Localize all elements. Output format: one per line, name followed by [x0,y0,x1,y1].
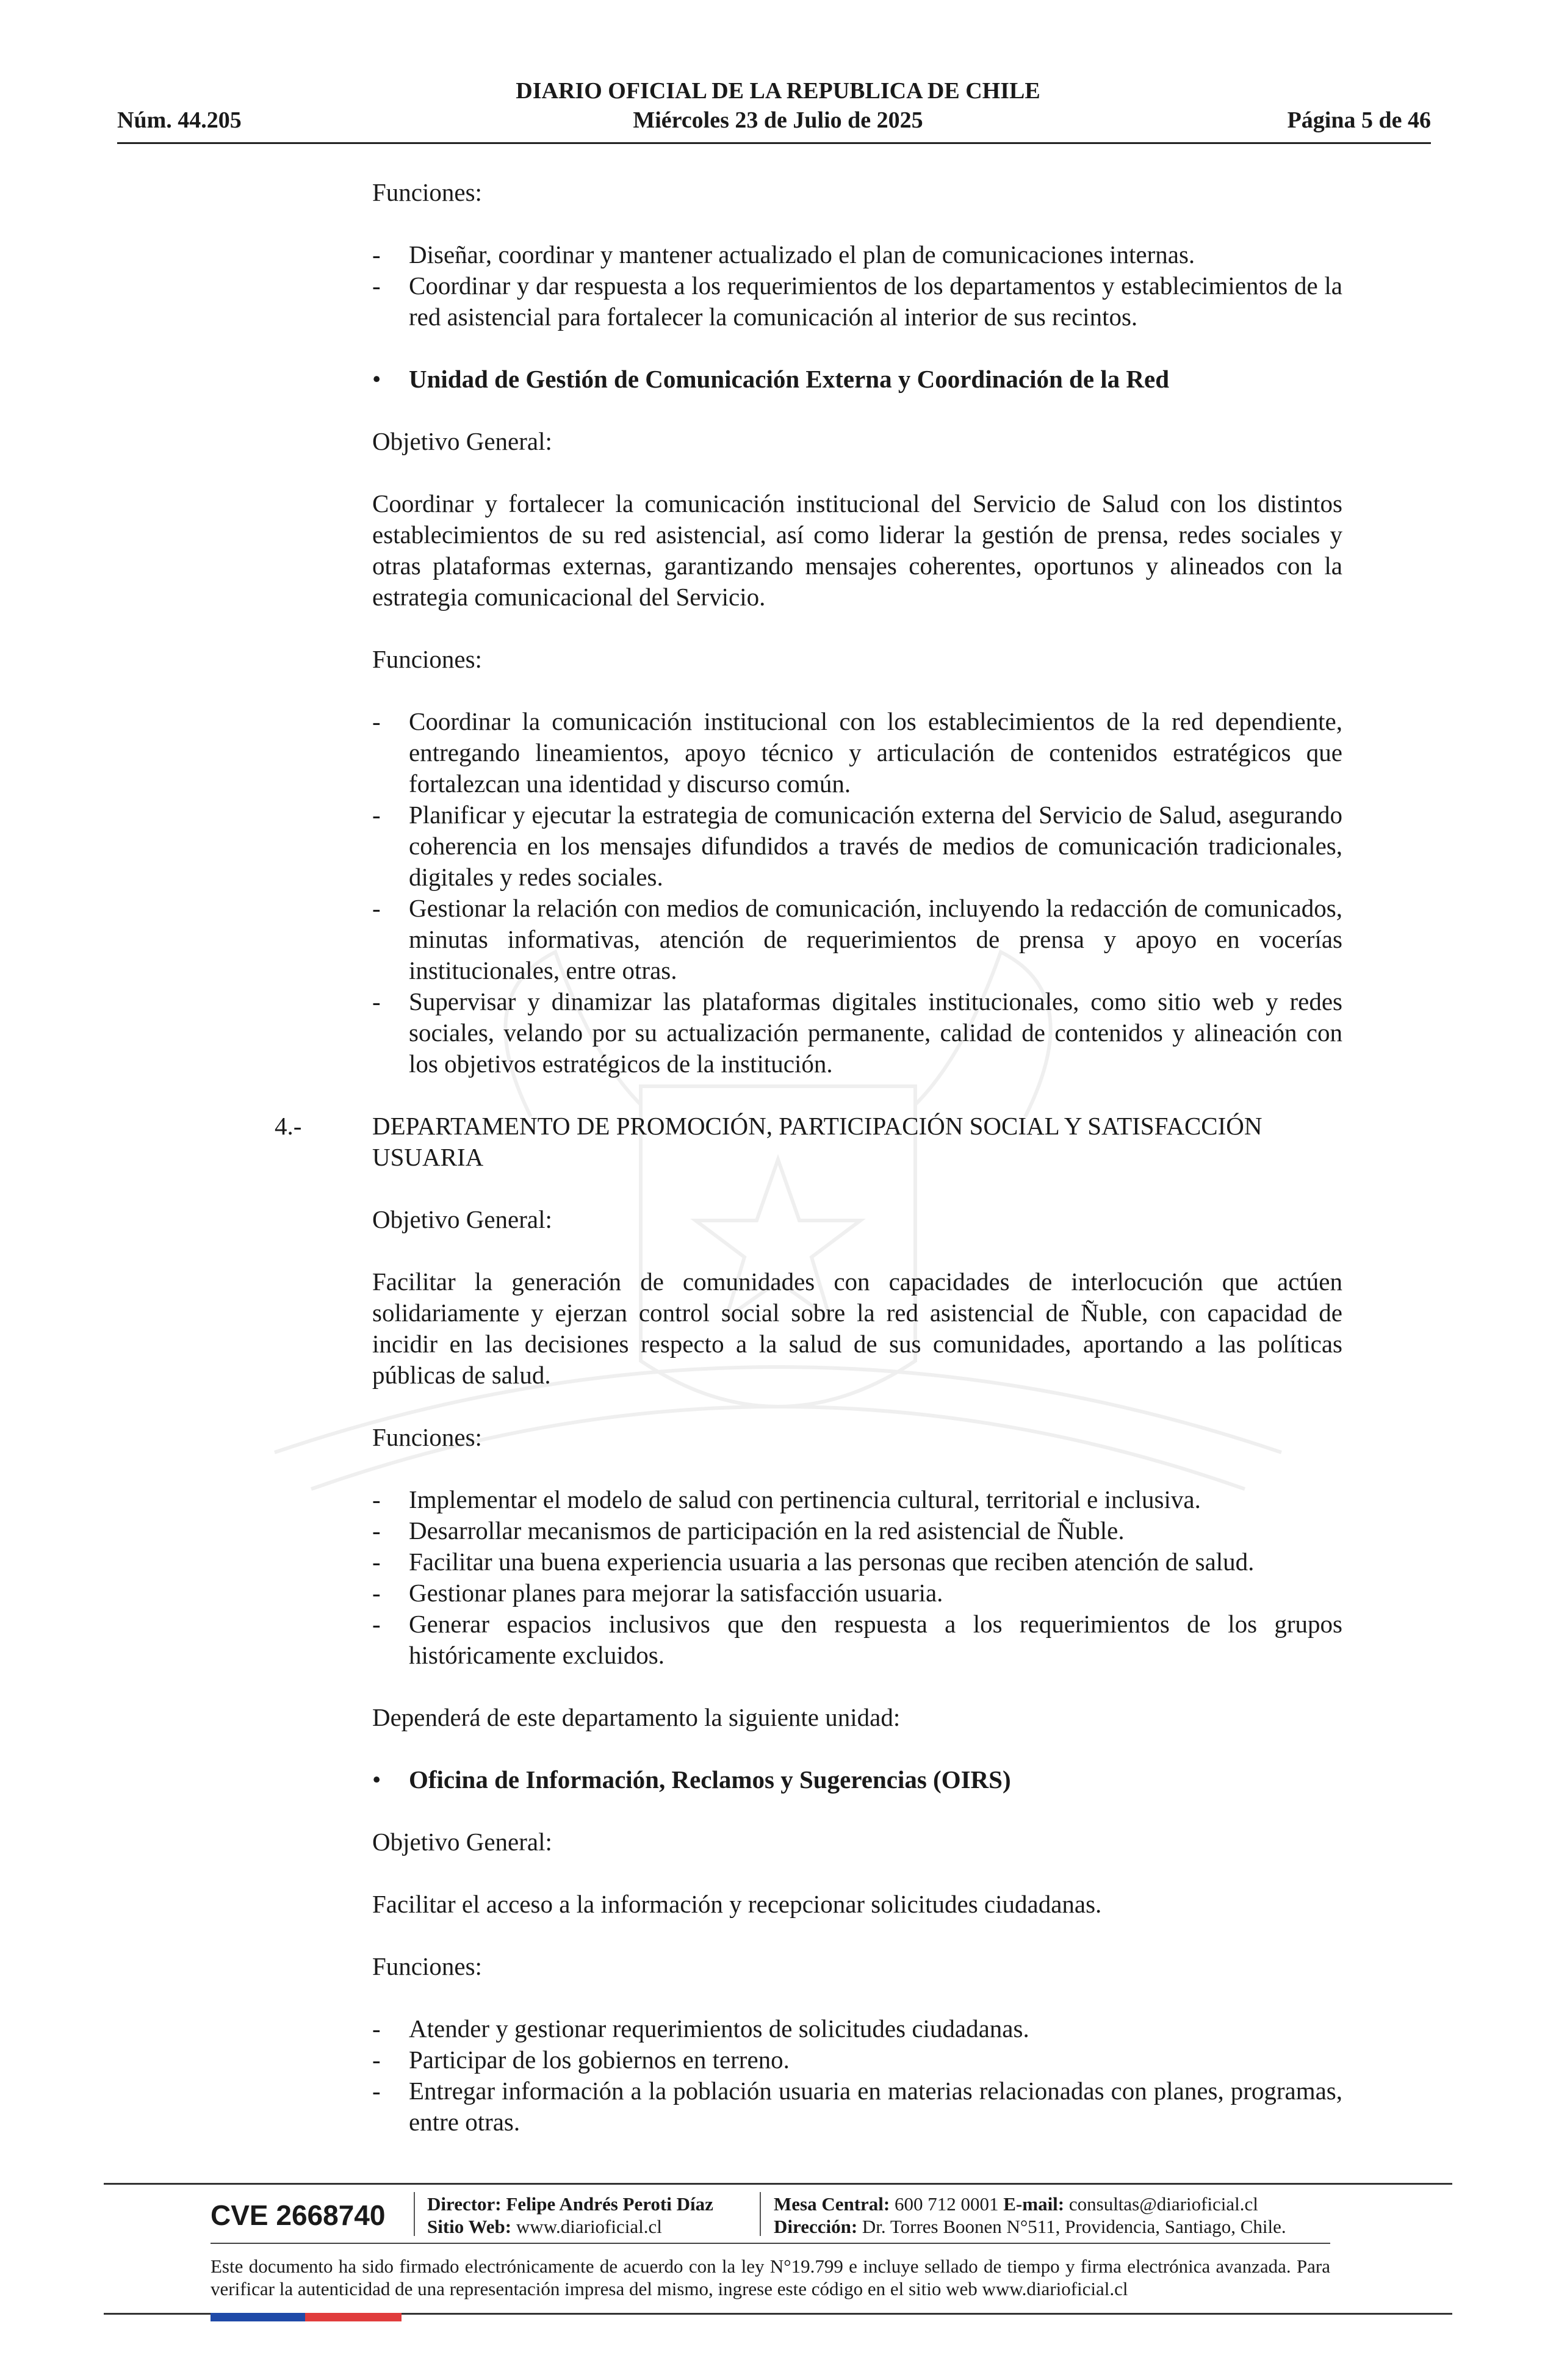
list-item: - Planificar y ejecutar la estrategia de comunicación externa del Servicio de Salud, asegurando coherencia en los mensajes difundidos a través de medios de comunicación tradicionales, digitales y redes sociales. [372,799,1342,893]
objetivo-label: Objetivo General: [372,427,552,455]
objetivo-label: Objetivo General: [372,1205,552,1233]
list-item: - Gestionar planes para mejorar la satisfacción usuaria. [372,1578,1342,1609]
list-item: - Supervisar y dinamizar las plataformas digitales institucionales, como sitio web y redes sociales, velando por su actualización permanente, calidad de contenidos y alineación con los objetivos estratégicos de la institución. [372,986,1342,1080]
document-body [275,177,1342,2138]
funciones-label: Funciones: [372,178,482,206]
function-list [372,706,1342,1080]
list-item: - Gestionar la relación con medios de comunicación, incluyendo la redacción de comunicados, minutas informativas, atención de requerimientos de prensa y apoyo en vocerías institucionales, entre otras. [372,893,1342,986]
list-item: - Entregar información a la población usuaria en materias relacionadas con planes, programas, entre otras. [372,2075,1342,2138]
cve-code: CVE 2668740 [211,2199,386,2231]
website-link[interactable]: www.diarioficial.cl [516,2216,662,2237]
objetivo-text: Facilitar la generación de comunidades con capacidades de interlocución que actúen solidariamente y ejerzan control social sobre la red asistencial de Ñuble, con capacidad de incidir en las decisiones respecto a la salud de sus comunidades, aportando a las políticas públicas de salud. [372,1268,1342,1389]
funciones-label: Funciones: [372,645,482,673]
direccion-label: Dirección: [774,2216,858,2237]
list-item: - Implementar el modelo de salud con pertinencia cultural, territorial e inclusiva. [372,1484,1342,1515]
unit-heading: • Oficina de Información, Reclamos y Sugerencias (OIRS) [372,1764,1342,1795]
list-item: - Participar de los gobiernos en terreno. [372,2044,1342,2075]
list-item: - Diseñar, coordinar y mantener actualizado el plan de comunicaciones internas. [372,239,1342,270]
function-list [372,239,1342,333]
dependency-note: Dependerá de este departamento la siguiente unidad: [372,1703,901,1731]
flag-stripe-blue [211,2313,305,2321]
funciones-label: Funciones: [372,1423,482,1451]
footer-separator [414,2192,415,2236]
function-list [372,2013,1342,2138]
list-item: - Generar espacios inclusivos que den respuesta a los requerimientos de los grupos históricamente excluidos. [372,1609,1342,1671]
list-item: - Coordinar y dar respuesta a los requerimientos de los departamentos y establecimientos de la red asistencial para fortalecer la comunicación al interior de sus recintos. [372,270,1342,333]
footer-divider [211,2243,1330,2244]
list-item: - Atender y gestionar requerimientos de solicitudes ciudadanas. [372,2013,1342,2044]
department-heading [275,1111,1342,1173]
page-number: Página 5 de 46 [1287,107,1431,133]
website-label: Sitio Web: [427,2216,512,2237]
unit-heading: • Unidad de Gestión de Comunicación Externa y Coordinación de la Red [372,364,1342,395]
department-number: 4.- [275,1112,302,1140]
director-name: Felipe Andrés Peroti Díaz [506,2193,713,2215]
footer-separator [760,2192,761,2236]
footer-divider [104,2183,1452,2185]
signature-note: Este documento ha sido firmado electrónicamente de acuerdo con la ley N°19.799 e incluye sellado de tiempo y firma electrónica avanzada. Para verificar la autenticidad de una representación impresa del mismo, ingrese este código en el sitio web www.diarioficial.cl [211,2256,1330,2299]
publication-title: DIARIO OFICIAL DE LA REPUBLICA DE CHILE [516,78,1040,104]
footer-contact-block [774,2193,1286,2238]
funciones-label: Funciones: [372,1952,482,1980]
objetivo-label: Objetivo General: [372,1828,552,1856]
footer-director-block [427,2193,713,2238]
mesa-label: Mesa Central: [774,2193,890,2215]
objetivo-text: Coordinar y fortalecer la comunicación institucional del Servicio de Salud con los distintos establecimientos de su red asistencial, así como liderar la gestión de prensa, redes sociales y otras plataformas externas, garantizando mensajes coherentes, oportunos y alineados con la estrategia comunicacional del Servicio. [372,489,1342,611]
list-item: - Facilitar una buena experiencia usuaria a las personas que reciben atención de salud. [372,1546,1342,1578]
header-divider [117,142,1431,144]
address: Dr. Torres Boonen N°511, Providencia, Santiago, Chile. [862,2216,1286,2237]
flag-stripe-red [305,2313,402,2321]
department-title: DEPARTAMENTO DE PROMOCIÓN, PARTICIPACIÓN SOCIAL Y SATISFACCIÓN USUARIA [372,1112,1262,1171]
list-item: - Coordinar la comunicación institucional con los establecimientos de la red dependiente, entregando lineamientos, apoyo técnico y articulación de contenidos estratégicos que fortalezcan una identidad y discurso común. [372,706,1342,799]
director-label: Director: [427,2193,502,2215]
list-item: - Desarrollar mecanismos de participación en la red asistencial de Ñuble. [372,1515,1342,1546]
issue-date: Miércoles 23 de Julio de 2025 [633,107,923,133]
mesa-phone: 600 712 0001 [895,2193,999,2215]
email-link[interactable]: consultas@diarioficial.cl [1068,2193,1258,2215]
function-list [372,1484,1342,1671]
issue-number: Núm. 44.205 [117,107,242,133]
email-label: E-mail: [1003,2193,1065,2215]
objetivo-text: Facilitar el acceso a la información y recepcionar solicitudes ciudadanas. [372,1890,1102,1918]
